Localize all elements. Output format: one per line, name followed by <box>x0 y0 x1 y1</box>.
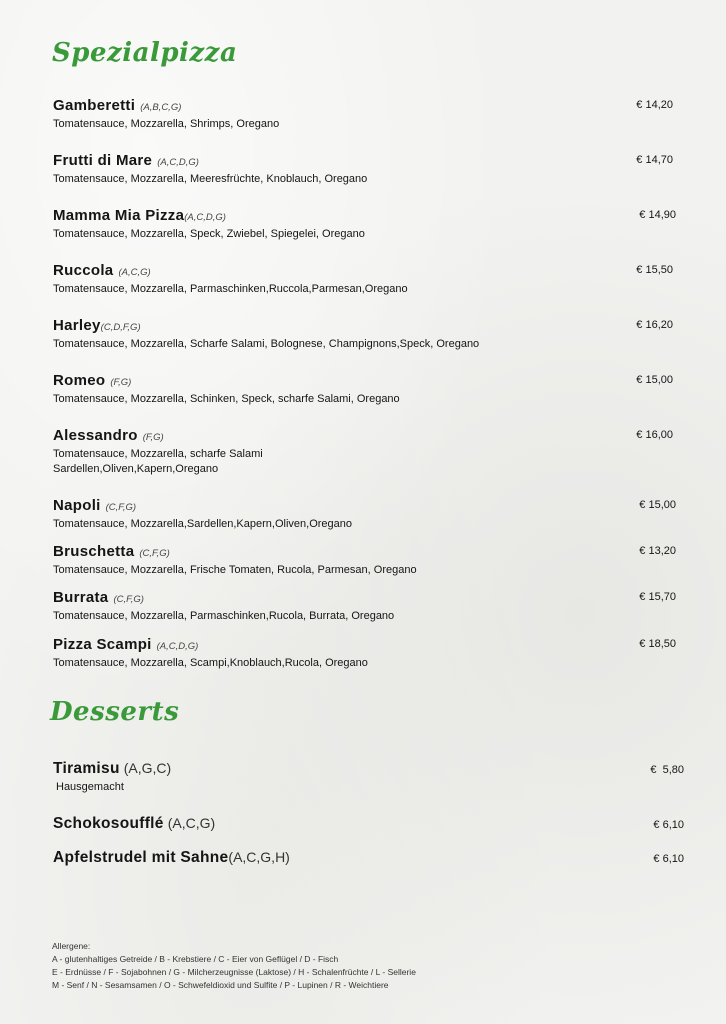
menu-item-napoli <box>53 497 677 532</box>
item-name: Pizza Scampi <box>53 636 152 653</box>
item-name: Ruccola <box>53 262 114 279</box>
allergen-legend-heading: Allergene: <box>52 941 91 951</box>
item-allergens: (A,C,D,G) <box>156 641 199 652</box>
item-allergens: (C,F,G) <box>113 594 144 605</box>
item-price: € 15,70 <box>639 591 676 603</box>
item-name: Schokosoufflé <box>53 815 164 832</box>
section-title-spezialpizza: Spezialpizza <box>52 38 238 68</box>
item-price: € 6,10 <box>653 819 684 831</box>
item-description: Tomatensauce, Mozzarella, Schinken, Speck, scharfe Salami, Oregano <box>53 393 400 405</box>
item-allergens: (A,C,D,G) <box>157 157 199 168</box>
item-description: Tomatensauce, Mozzarella, Shrimps, Oregano <box>53 118 280 130</box>
item-description: Tomatensauce, Mozzarella, Meeresfrüchte, Knoblauch, Oregano <box>53 173 368 185</box>
menu-item-romeo <box>53 372 677 407</box>
item-price: € 13,20 <box>639 545 676 557</box>
item-allergens: (A,G,C) <box>123 760 172 776</box>
item-name: Romeo <box>53 372 106 389</box>
item-price: € 5,80 <box>650 764 684 776</box>
item-description: Tomatensauce, Mozzarella, Parmaschinken,Ruccola,Parmesan,Oregano <box>53 283 408 295</box>
item-allergens: (A,C,G) <box>167 815 216 831</box>
item-allergens: (F,G) <box>142 432 164 443</box>
item-price: € 14,70 <box>636 154 673 166</box>
menu-item-frutti-di-mare <box>53 152 677 187</box>
item-name: Bruschetta <box>53 543 135 560</box>
allergen-legend-line: M - Senf / N - Sesamsamen / O - Schwefeldioxid und Sulfite / P - Lupinen / R - Weichtiere <box>52 980 389 990</box>
item-allergens: (C,F,G) <box>105 502 137 513</box>
item-price: € 15,50 <box>636 264 673 276</box>
item-price: € 14,90 <box>639 209 676 221</box>
item-description: Tomatensauce, Mozzarella, scharfe Salami <box>53 448 263 460</box>
item-allergens: (A,C,G) <box>118 267 151 278</box>
menu-item-harley <box>53 317 677 352</box>
item-name: Burrata <box>53 589 109 606</box>
menu-item-alessandro <box>53 427 677 477</box>
item-description: Tomatensauce, Mozzarella, Parmaschinken,Rucola, Burrata, Oregano <box>53 610 395 622</box>
item-price: € 16,00 <box>636 429 673 441</box>
allergen-legend-line: E - Erdnüsse / F - Sojabohnen / G - Milcherzeugnisse (Laktose) / H - Schalenfrüchte / L - Sellerie <box>52 967 416 977</box>
item-allergens: (C,F,G) <box>139 548 170 559</box>
menu-item-ruccola <box>53 262 677 297</box>
item-name: Tiramisu <box>53 760 120 777</box>
allergen-legend-line: A - glutenhaltiges Getreide / B - Krebstiere / C - Eier von Geflügel / D - Fisch <box>52 954 339 964</box>
item-description: Sardellen,Oliven,Kapern,Oregano <box>53 463 219 475</box>
item-name: Gamberetti <box>53 97 136 114</box>
allergen-legend <box>52 940 416 992</box>
item-description: Hausgemacht <box>56 781 124 793</box>
menu-item-burrata <box>53 589 677 624</box>
menu-item-pizza-scampi <box>53 636 677 671</box>
item-price: € 15,00 <box>636 374 673 386</box>
menu-item-tiramisu <box>53 760 684 795</box>
item-allergens: (A,C,D,G) <box>184 212 226 223</box>
item-description: Tomatensauce, Mozzarella, Scharfe Salami, Bolognese, Champignons,Speck, Oregano <box>53 338 480 350</box>
menu-item-apfelstrudel <box>53 849 684 869</box>
item-name: Napoli <box>53 497 101 514</box>
item-description: Tomatensauce, Mozzarella, Scampi,Knoblauch,Rucola, Oregano <box>53 657 368 669</box>
item-allergens: (A,B,C,G) <box>140 102 182 113</box>
item-allergens: (F,G) <box>110 377 132 388</box>
menu-item-mamma-mia-pizza <box>53 207 677 242</box>
section-title-desserts: Desserts <box>50 697 180 727</box>
menu-item-schokosouffle <box>53 815 684 835</box>
item-price: € 16,20 <box>636 319 673 331</box>
item-allergens: (A,C,G,H) <box>228 849 290 865</box>
item-price: € 14,20 <box>636 99 673 111</box>
item-price: € 6,10 <box>653 853 684 865</box>
item-description: Tomatensauce, Mozzarella,Sardellen,Kapern,Oliven,Oregano <box>53 518 352 530</box>
item-price: € 15,00 <box>639 499 676 511</box>
item-name: Harley <box>53 317 101 334</box>
item-name: Mamma Mia Pizza <box>53 207 185 224</box>
item-name: Apfelstrudel mit Sahne <box>53 849 229 866</box>
item-description: Tomatensauce, Mozzarella, Speck, Zwiebel, Spiegelei, Oregano <box>53 228 365 240</box>
item-price: € 18,50 <box>639 638 676 650</box>
menu-item-gamberetti <box>53 97 677 132</box>
item-name: Frutti di Mare <box>53 152 153 169</box>
item-allergens: (C,D,F,G) <box>100 322 141 333</box>
item-description: Tomatensauce, Mozzarella, Frische Tomaten, Rucola, Parmesan, Oregano <box>53 564 417 576</box>
menu-item-bruschetta <box>53 543 677 578</box>
item-name: Alessandro <box>53 427 138 444</box>
